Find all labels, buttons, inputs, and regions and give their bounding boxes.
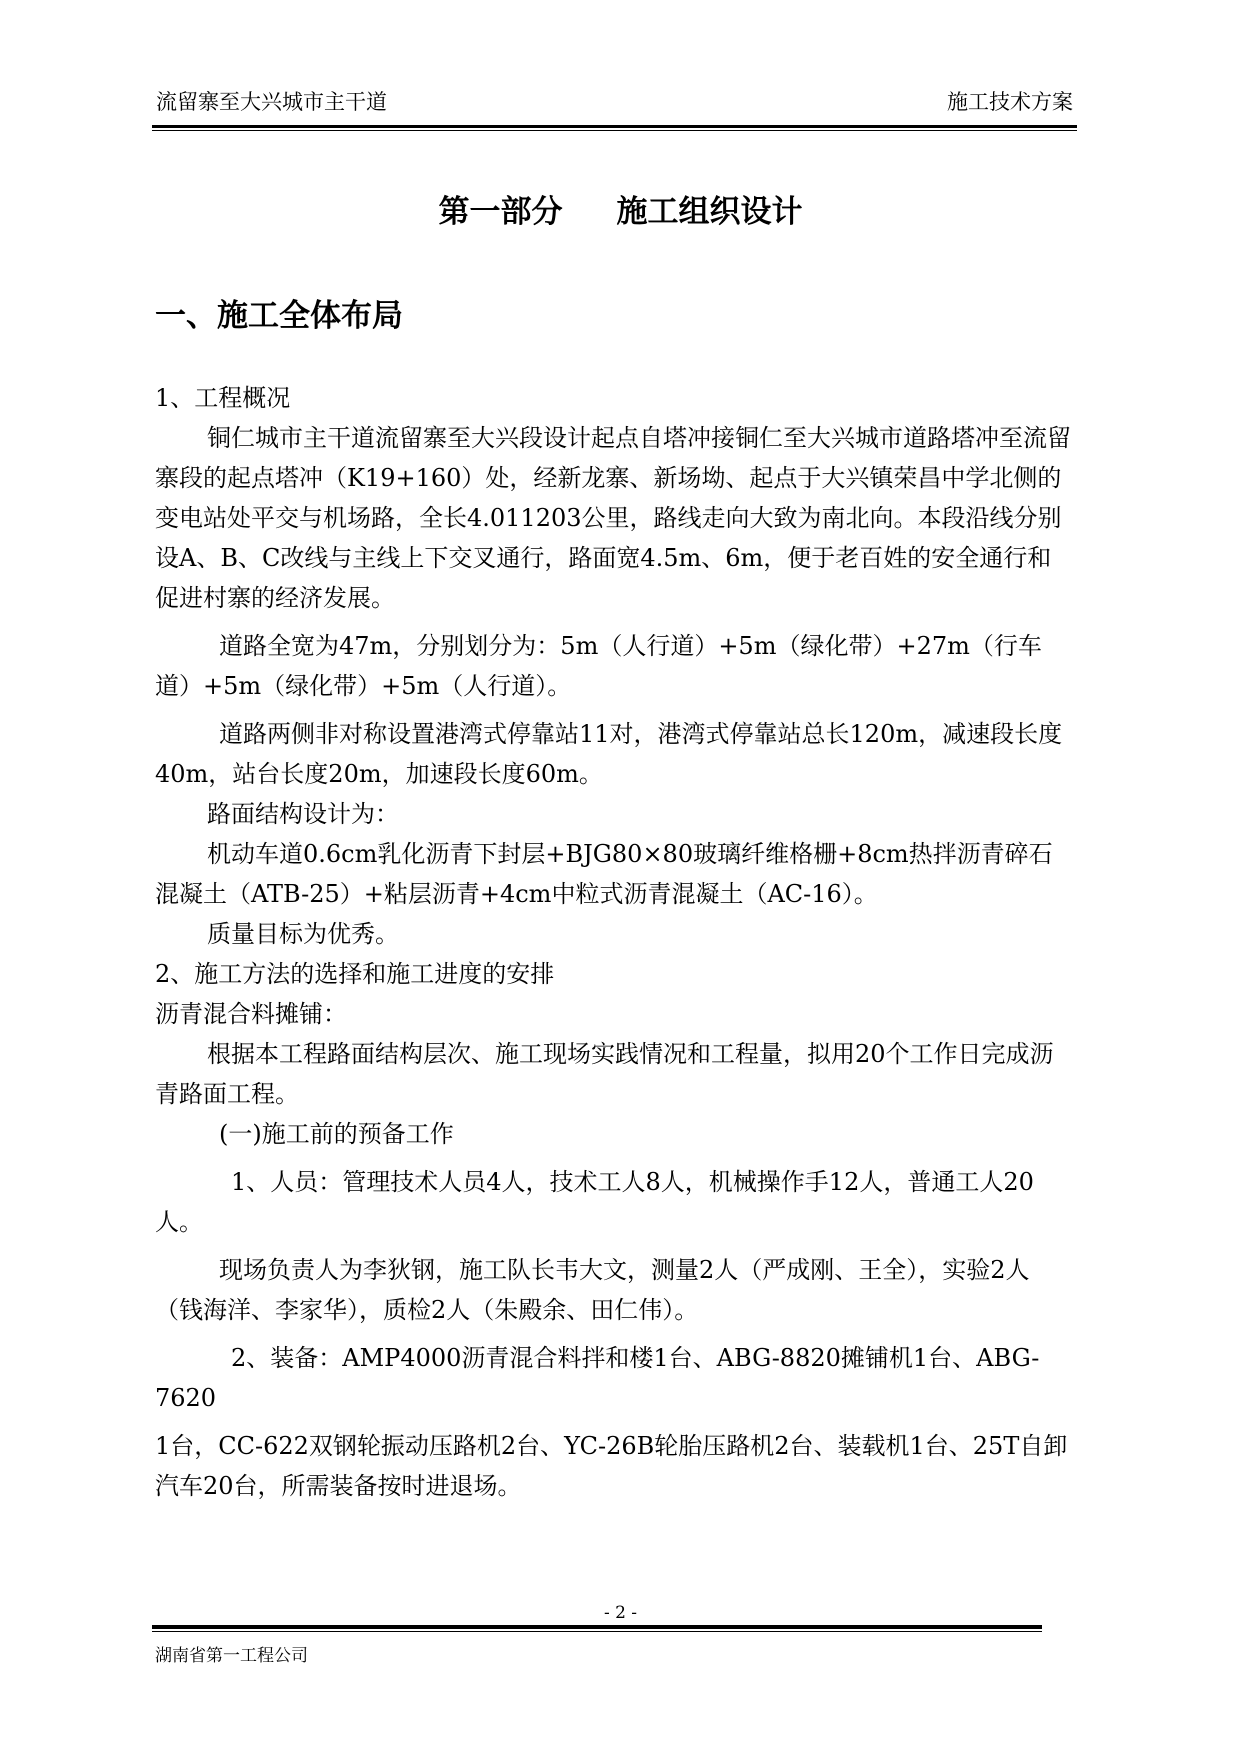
header-document-type: 施工技术方案 — [947, 90, 1073, 114]
paragraph: 沥青混合料摊铺： — [155, 1000, 347, 1028]
header-project-name: 流留寨至大兴城市主干道 — [156, 90, 387, 114]
footer-rule-thin — [152, 1631, 1042, 1632]
paragraph: 1台，CC-622双钢轮振动压路机2台、YC-26B轮胎压路机2台、装载机1台、25T自卸汽车20台，所需装备按时进退场。 — [155, 1432, 1068, 1500]
paragraph: 机动车道0.6cm乳化沥青下封层+BJG80×80玻璃纤维格栅+8cm热拌沥青碎石混凝土（ATB-25）+粘层沥青+4cm中粒式沥青混凝土（AC-16）。 — [155, 840, 1053, 908]
paragraph: 根据本工程路面结构层次、施工现场实践情况和工程量，拟用20个工作日完成沥青路面工程。 — [155, 1040, 1054, 1108]
title-name: 施工组织设计 — [616, 194, 803, 230]
section-heading: 一、施工全体布局 — [155, 298, 403, 334]
paragraph: 铜仁城市主干道流留寨至大兴段设计起点自塔冲接铜仁至大兴城市道路塔冲至流留寨段的起点塔冲（K19+160）处，经新龙寨、新场坳、起点于大兴镇荣昌中学北侧的变电站处平交与机场路，全长4.011203公里，路线走向大致为南北向。本段沿线分别设A、B、C改线与主线上下交叉通行，路面宽4.5m、6m，便于老百姓的安全通行和促进村寨的经济发展。 — [155, 424, 1071, 612]
paragraph: 现场负责人为李狄钢，施工队长韦大文，测量2人（严成刚、王全），实验2人（钱海洋、李家华），质检2人（朱殿余、田仁伟）。 — [155, 1256, 1030, 1324]
subsection-heading: (一)施工前的预备工作 — [219, 1120, 454, 1148]
page-header — [152, 86, 1077, 126]
paragraph: 质量目标为优秀。 — [207, 920, 399, 948]
header-rule — [152, 125, 1077, 128]
body-text — [155, 378, 1075, 1506]
paragraph: 1、人员：管理技术人员4人，技术工人8人，机械操作手12人，普通工人20人。 — [155, 1168, 1034, 1236]
title-part: 第一部分 — [438, 194, 563, 230]
paragraph: 2、装备：AMP4000沥青混合料拌和楼1台、ABG-8820摊铺机1台、ABG-7620 — [155, 1344, 1040, 1412]
footer-company: 湖南省第一工程公司 — [155, 1646, 308, 1666]
paragraph: 道路全宽为47m，分别划分为：5m（人行道）+5m（绿化带）+27m（行车道）+5m（绿化带）+5m（人行道）。 — [155, 632, 1042, 700]
header-rule-thin — [152, 130, 1077, 131]
paragraph: 路面结构设计为： — [207, 800, 399, 828]
paragraph: 道路两侧非对称设置港湾式停靠站11对，港湾式停靠站总长120m，减速段长度40m，站台长度20m，加速段长度60m。 — [155, 720, 1063, 788]
page-title — [0, 186, 1241, 231]
page-number: - 2 - — [603, 1603, 638, 1623]
subsection-heading: 2、施工方法的选择和施工进度的安排 — [155, 960, 555, 988]
footer-rule — [152, 1625, 1042, 1629]
subsection-heading: 1、工程概况 — [155, 384, 291, 412]
